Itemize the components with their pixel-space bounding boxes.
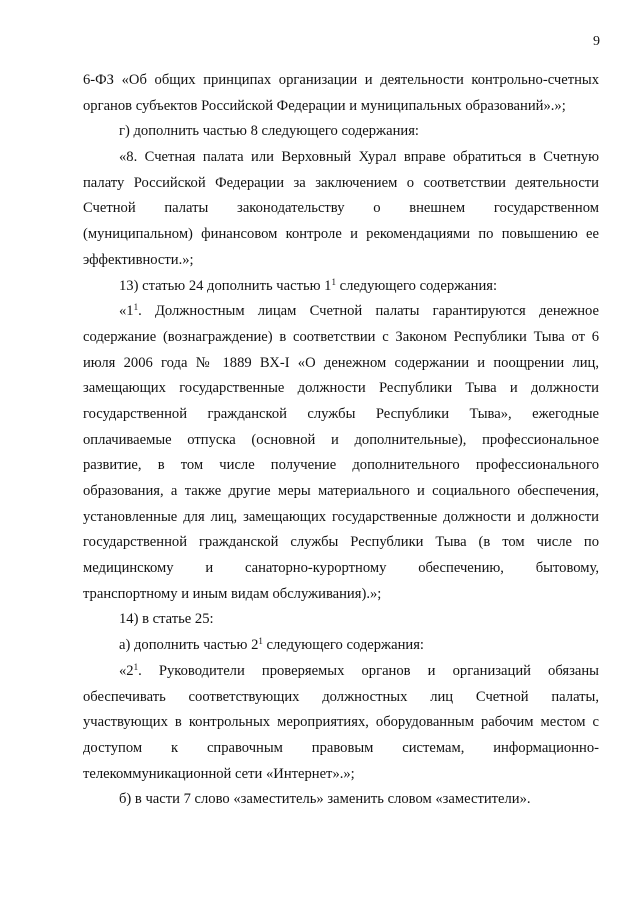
text-line xyxy=(83,685,599,711)
superscript: 1 xyxy=(331,276,336,287)
text-segment: а) дополнить частью 2 xyxy=(119,637,259,654)
text-line xyxy=(83,633,599,659)
text-line xyxy=(83,479,599,505)
text-line xyxy=(83,787,599,813)
text-segment: содержание (вознаграждение) в соответствии с Законом Республики Тыва от 6 xyxy=(83,328,599,345)
text-segment: г) дополнить частью 8 следующего содержания: xyxy=(119,123,419,140)
superscript: 1 xyxy=(133,661,139,672)
text-segment: государственной гражданской службы Республики Тыва (в том числе по xyxy=(83,534,599,551)
text-line xyxy=(83,530,599,556)
text-line xyxy=(83,556,599,582)
text-segment: образования, а также другие меры материального и социального обеспечения, xyxy=(83,483,599,499)
text-line xyxy=(83,299,599,325)
text-line xyxy=(83,196,599,222)
text-segment: обеспечивать соответствующих должностных лиц Счетной палаты, xyxy=(83,688,599,705)
text-line xyxy=(83,119,599,145)
text-segment: замещающих государственные должности Республики Тыва и должности xyxy=(83,380,599,397)
text-line xyxy=(83,607,599,633)
text-segment: «2 xyxy=(119,662,134,679)
text-segment: эффективности.»; xyxy=(83,251,194,268)
text-line xyxy=(83,505,599,531)
text-segment: медицинскому и санаторно-курортному обеспечению, бытовому, xyxy=(83,560,599,577)
text-segment: . Руководители проверяемых органов и организаций обязаны xyxy=(138,662,599,679)
text-line xyxy=(83,659,599,685)
text-line xyxy=(83,248,599,274)
text-line xyxy=(83,94,599,120)
text-segment: доступом к справочным правовым системам, информационно- xyxy=(83,739,599,756)
text-line xyxy=(83,428,599,454)
text-segment: 6-ФЗ «Об общих принципах организации и деятельности контрольно-счетных xyxy=(83,72,599,88)
text-segment: транспортному и иным видам обслуживания).»; xyxy=(83,585,382,602)
text-segment: установленные для лиц, замещающих государственные должности и должности xyxy=(83,508,599,525)
text-segment: (муниципальном) финансовом контроле и рекомендациями по повышению ее xyxy=(83,226,599,243)
superscript: 1 xyxy=(133,302,139,313)
text-segment: органов субъектов Российской Федерации и муниципальных образований».»; xyxy=(83,97,566,114)
text-segment: «8. Счетная палата или Верховный Хурал вправе обратиться в Счетную xyxy=(119,149,599,166)
text-line xyxy=(83,376,599,402)
text-line xyxy=(83,325,599,351)
text-line xyxy=(83,736,599,762)
text-line xyxy=(83,171,599,197)
text-line xyxy=(83,68,599,94)
text-segment: развитие, в том числе получение дополнительного профессионального xyxy=(83,457,599,474)
text-segment: 13) статью 24 дополнить частью 1 xyxy=(119,277,332,294)
text-segment: оплачиваемые отпуска (основной и дополнительные), профессиональное xyxy=(83,431,599,448)
text-line xyxy=(83,351,599,377)
text-segment: 14) в статье 25: xyxy=(119,611,214,628)
text-line xyxy=(83,402,599,428)
text-segment: . Должностным лицам Счетной палаты гарантируются денежное xyxy=(138,303,599,320)
text-segment: палату Российской Федерации за заключением о соответствии деятельности xyxy=(83,174,599,191)
text-line xyxy=(83,274,599,300)
text-segment: июля 2006 года № 1889 ВХ-I «О денежном содержании и поощрении лиц, xyxy=(83,354,599,371)
text-line xyxy=(83,582,599,608)
text-line xyxy=(83,145,599,171)
text-segment: участвующих в контрольных мероприятиях, оборудованным рабочим местом с xyxy=(83,714,599,731)
text-line xyxy=(83,222,599,248)
page-number: 9 xyxy=(593,34,600,49)
document-body xyxy=(83,68,599,813)
text-segment: «1 xyxy=(119,303,134,320)
text-segment: следующего содержания: xyxy=(335,277,498,294)
text-segment: Счетной палаты законодательству о внешнем государственном xyxy=(83,200,599,217)
text-segment: следующего содержания: xyxy=(262,637,424,654)
superscript: 1 xyxy=(258,636,263,647)
text-line xyxy=(83,710,599,736)
text-line xyxy=(83,762,599,788)
text-segment: государственной гражданской службы Республики Тыва», ежегодные xyxy=(83,405,599,422)
text-segment: телекоммуникационной сети «Интернет».»; xyxy=(83,765,355,782)
text-line xyxy=(83,453,599,479)
text-segment: б) в части 7 слово «заместитель» заменить словом «заместители». xyxy=(119,791,531,808)
